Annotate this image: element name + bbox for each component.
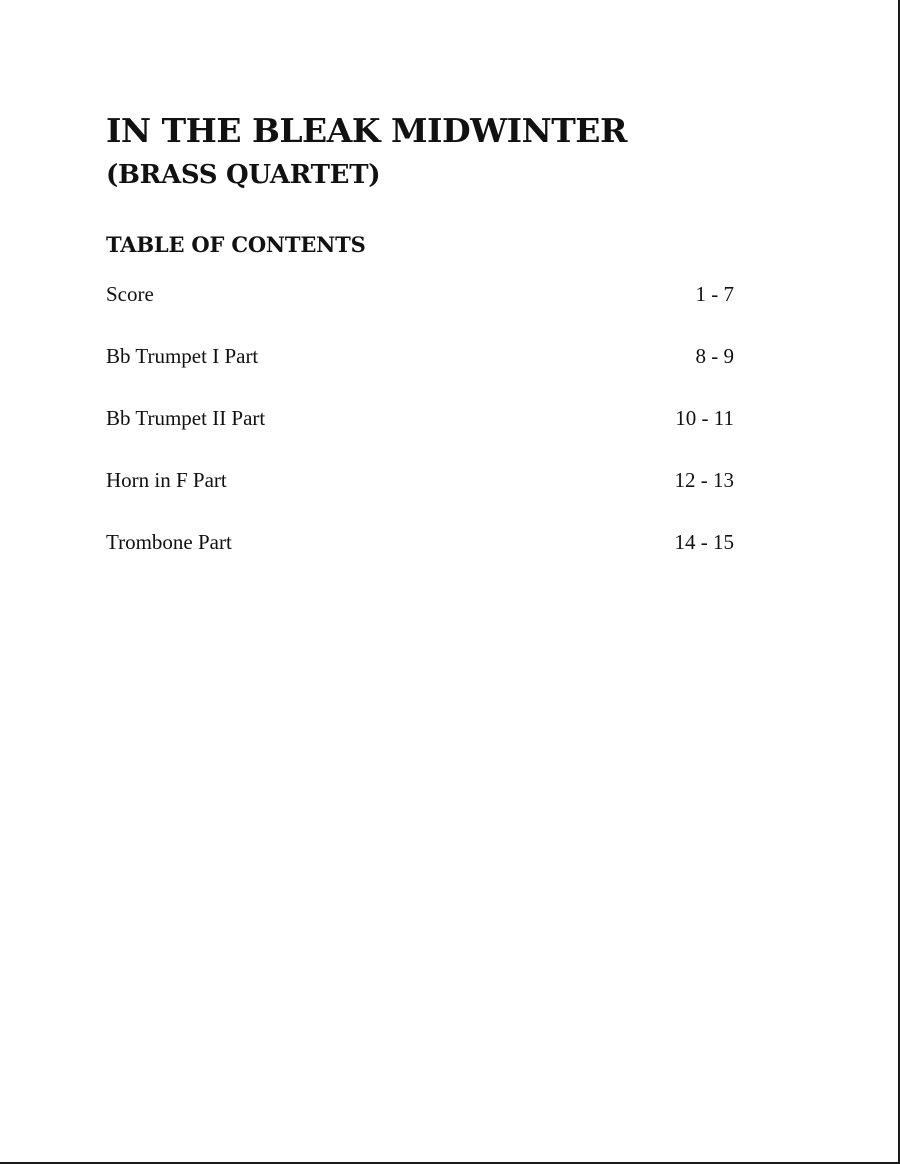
toc-entry-trumpet-2: [106, 406, 734, 468]
toc-entry-label: Horn in F Part: [106, 468, 227, 492]
table-of-contents: [106, 282, 734, 592]
toc-entry-pages: 8 - 9: [695, 344, 734, 368]
toc-heading: TABLE OF CONTENTS: [106, 232, 366, 257]
toc-entry-score: [106, 282, 734, 344]
document-title: IN THE BLEAK MIDWINTER: [106, 111, 627, 150]
toc-entry-pages: 1 - 7: [695, 282, 734, 306]
document-subtitle: (BRASS QUARTET): [106, 160, 381, 190]
toc-entry-pages: 14 - 15: [674, 530, 734, 554]
toc-entry-label: Bb Trumpet II Part: [106, 406, 266, 430]
toc-entry-label: Bb Trumpet I Part: [106, 344, 259, 368]
toc-entry-label: Score: [106, 282, 154, 306]
toc-entry-pages: 10 - 11: [675, 406, 734, 430]
toc-entry-label: Trombone Part: [106, 530, 232, 554]
toc-entry-trombone: [106, 530, 734, 592]
toc-entry-horn: [106, 468, 734, 530]
toc-entry-pages: 12 - 13: [674, 468, 734, 492]
toc-entry-trumpet-1: [106, 344, 734, 406]
